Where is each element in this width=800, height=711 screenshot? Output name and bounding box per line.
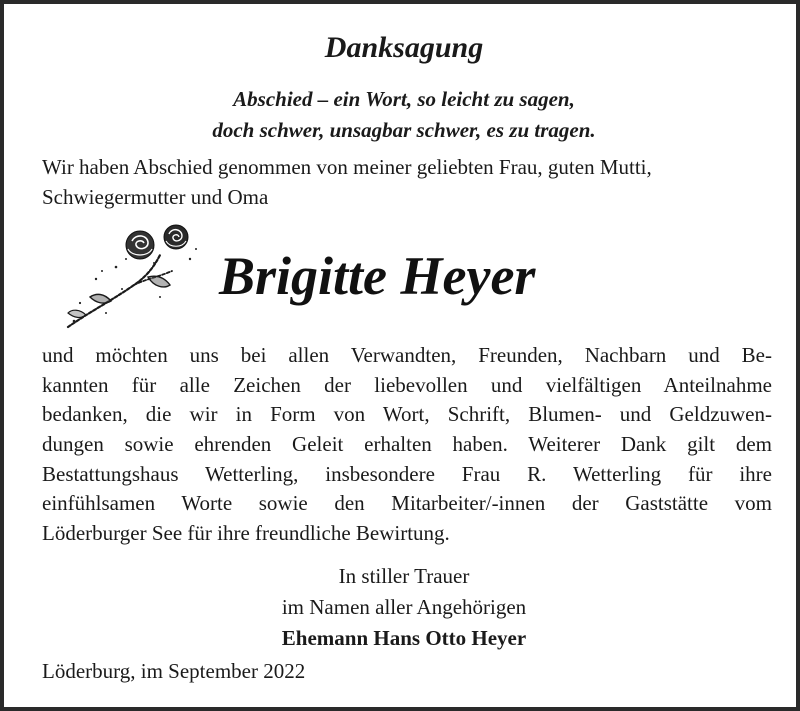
thanks-line: dungen sowie ehrenden Geleit erhalten haben. Weiterer Dank gilt dem	[42, 432, 772, 457]
thanks-line: Löderburger See für ihre freundliche Bewirtung.	[42, 521, 450, 546]
heading: Danksagung	[324, 31, 484, 64]
motto-line-1: Abschied – ein Wort, so leicht zu sagen,	[233, 87, 575, 111]
thanks-text	[42, 341, 772, 549]
deceased-name: Brigitte Heyer	[219, 246, 536, 306]
thanks-line: und möchten uns bei allen Verwandten, Freunden, Nachbarn und Be-	[42, 343, 772, 367]
place-date: Löderburg, im September 2022	[42, 659, 306, 683]
closing-block	[4, 561, 800, 654]
closing-line-1: In stiller Trauer	[338, 564, 470, 588]
intro-text	[42, 152, 772, 212]
rose-icon	[56, 219, 206, 334]
motto-line-2: doch schwer, unsagbar schwer, es zu tragen.	[212, 118, 596, 142]
thanks-line: bedanken, die wir in Form von Wort, Schrift, Blumen- und Geldzuwen-	[42, 402, 772, 427]
thanks-line: kannten für alle Zeichen der liebevollen und vielfältigen Anteilnahme	[42, 372, 772, 397]
thanks-line: einfühlsamen Worte sowie den Mitarbeiter/-innen der Gaststätte vom	[42, 491, 772, 516]
motto	[4, 84, 800, 146]
thanks-line: Bestattungshaus Wetterling, insbesondere Frau R. Wetterling für ihre	[42, 461, 772, 486]
signer-name: Ehemann Hans Otto Heyer	[281, 626, 527, 650]
intro-line-2: Schwiegermutter und Oma	[42, 185, 269, 209]
intro-line-1: Wir haben Abschied genommen von meiner geliebten Frau, guten Mutti,	[42, 155, 652, 179]
closing-line-2: im Namen aller Angehörigen	[281, 595, 527, 619]
